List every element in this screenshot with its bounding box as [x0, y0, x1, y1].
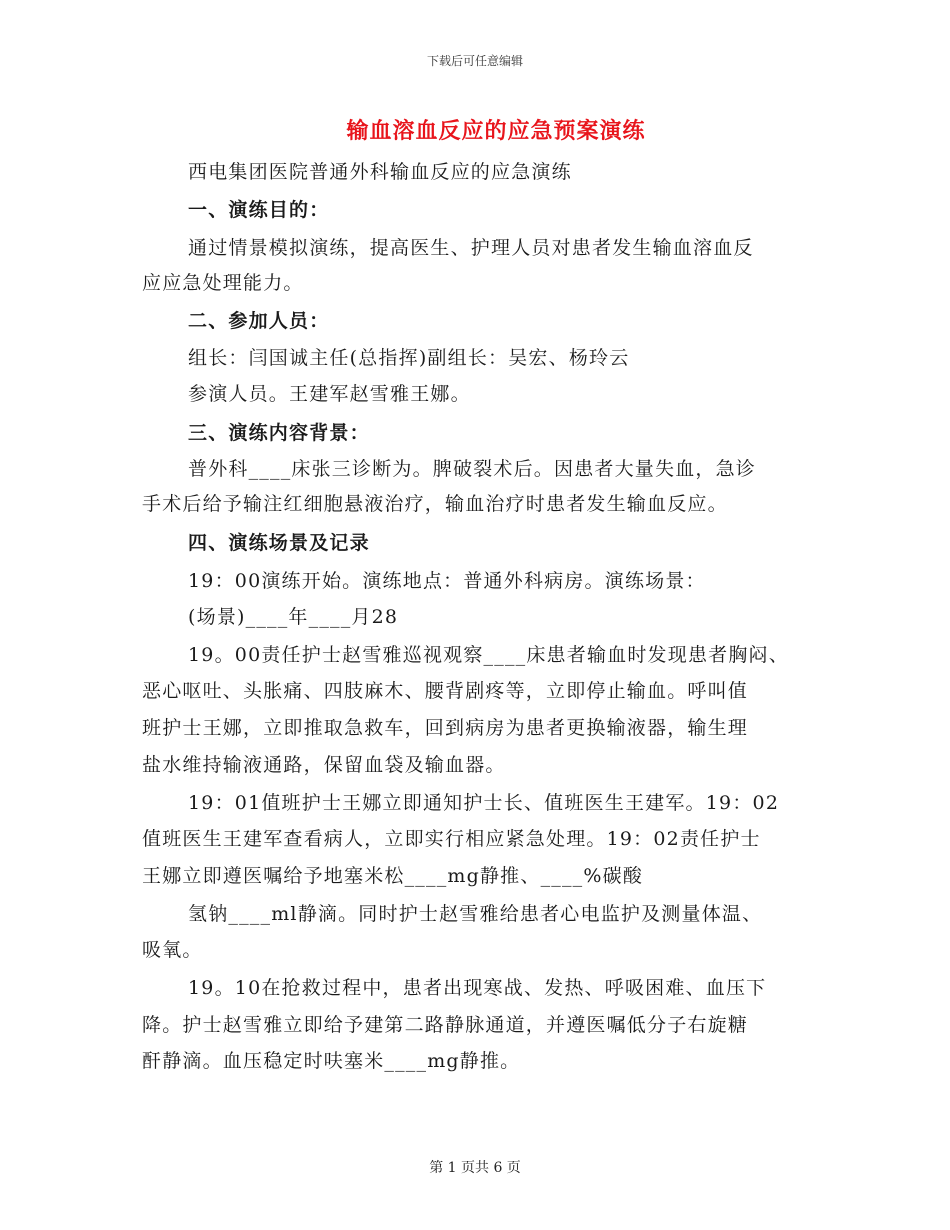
- section-heading-background: 三、演练内容背景：: [188, 422, 370, 444]
- paragraph-line: 手术后给予输注红细胞悬液治疗，输血治疗时患者发生输血反应。: [142, 493, 728, 515]
- paragraph-line: 19：01值班护士王娜立即通知护士长、值班医生王建军。19：02: [188, 792, 780, 814]
- paragraph-line: 19。10在抢救过程中，患者出现寒战、发热、呼吸困难、血压下: [188, 977, 767, 999]
- section-heading-scenario: 四、演练场景及记录: [188, 532, 370, 554]
- section-heading-purpose: 一、演练目的：: [188, 199, 330, 221]
- paragraph-line: 氢钠____ml静滴。同时护士赵雪雅给患者心电监护及测量体温、: [188, 903, 763, 925]
- paragraph-line: 应应急处理能力。: [142, 272, 304, 294]
- paragraph-line: 吸氧。: [142, 939, 203, 961]
- paragraph-line: 参演人员。王建军赵雪雅王娜。: [188, 383, 471, 405]
- paragraph-line: 通过情景模拟演练，提高医生、护理人员对患者发生输血溶血反: [188, 237, 754, 259]
- paragraph-line: 组长：闫国诚主任(总指挥)副组长：吴宏、杨玲云: [188, 347, 630, 369]
- paragraph-line: (场景)____年____月28: [188, 606, 399, 628]
- paragraph-line: 酐静滴。血压稳定时呋塞米____mg静推。: [142, 1050, 521, 1072]
- header-note: 下载后可任意编辑: [426, 54, 523, 68]
- hospital-drill-name: 西电集团医院普通外科输血反应的应急演练: [188, 161, 572, 183]
- paragraph-line: 班护士王娜，立即推取急救车，回到病房为患者更换输液器，输生理: [142, 717, 749, 739]
- paragraph-line: 普外科____床张三诊断为。脾破裂术后。因患者大量失血，急诊: [188, 458, 757, 480]
- paragraph-line: 恶心呕吐、头胀痛、四肢麻木、腰背剧疼等，立即停止输血。呼叫值: [142, 680, 749, 702]
- section-heading-participants: 二、参加人员：: [188, 310, 330, 332]
- paragraph-line: 19：00演练开始。演练地点：普通外科病房。演练场景：: [188, 570, 706, 592]
- document-title: 输血溶血反应的应急预案演练: [346, 118, 646, 144]
- paragraph-line: 王娜立即遵医嘱给予地塞米松____mg静推、____%碳酸: [142, 865, 644, 887]
- paragraph-line: 降。护士赵雪雅立即给予建第二路静脉通道，并遵医嘱低分子右旋糖: [142, 1014, 749, 1036]
- paragraph-line: 19。00责任护士赵雪雅巡视观察____床患者输血时发现患者胸闷、: [188, 644, 789, 666]
- paragraph-line: 值班医生王建军查看病人，立即实行相应紧急处理。19：02责任护士: [142, 828, 761, 850]
- page-footer: 第 1 页共 6 页: [429, 1160, 521, 1176]
- paragraph-line: 盐水维持输液通路，保留血袋及输血器。: [142, 754, 506, 776]
